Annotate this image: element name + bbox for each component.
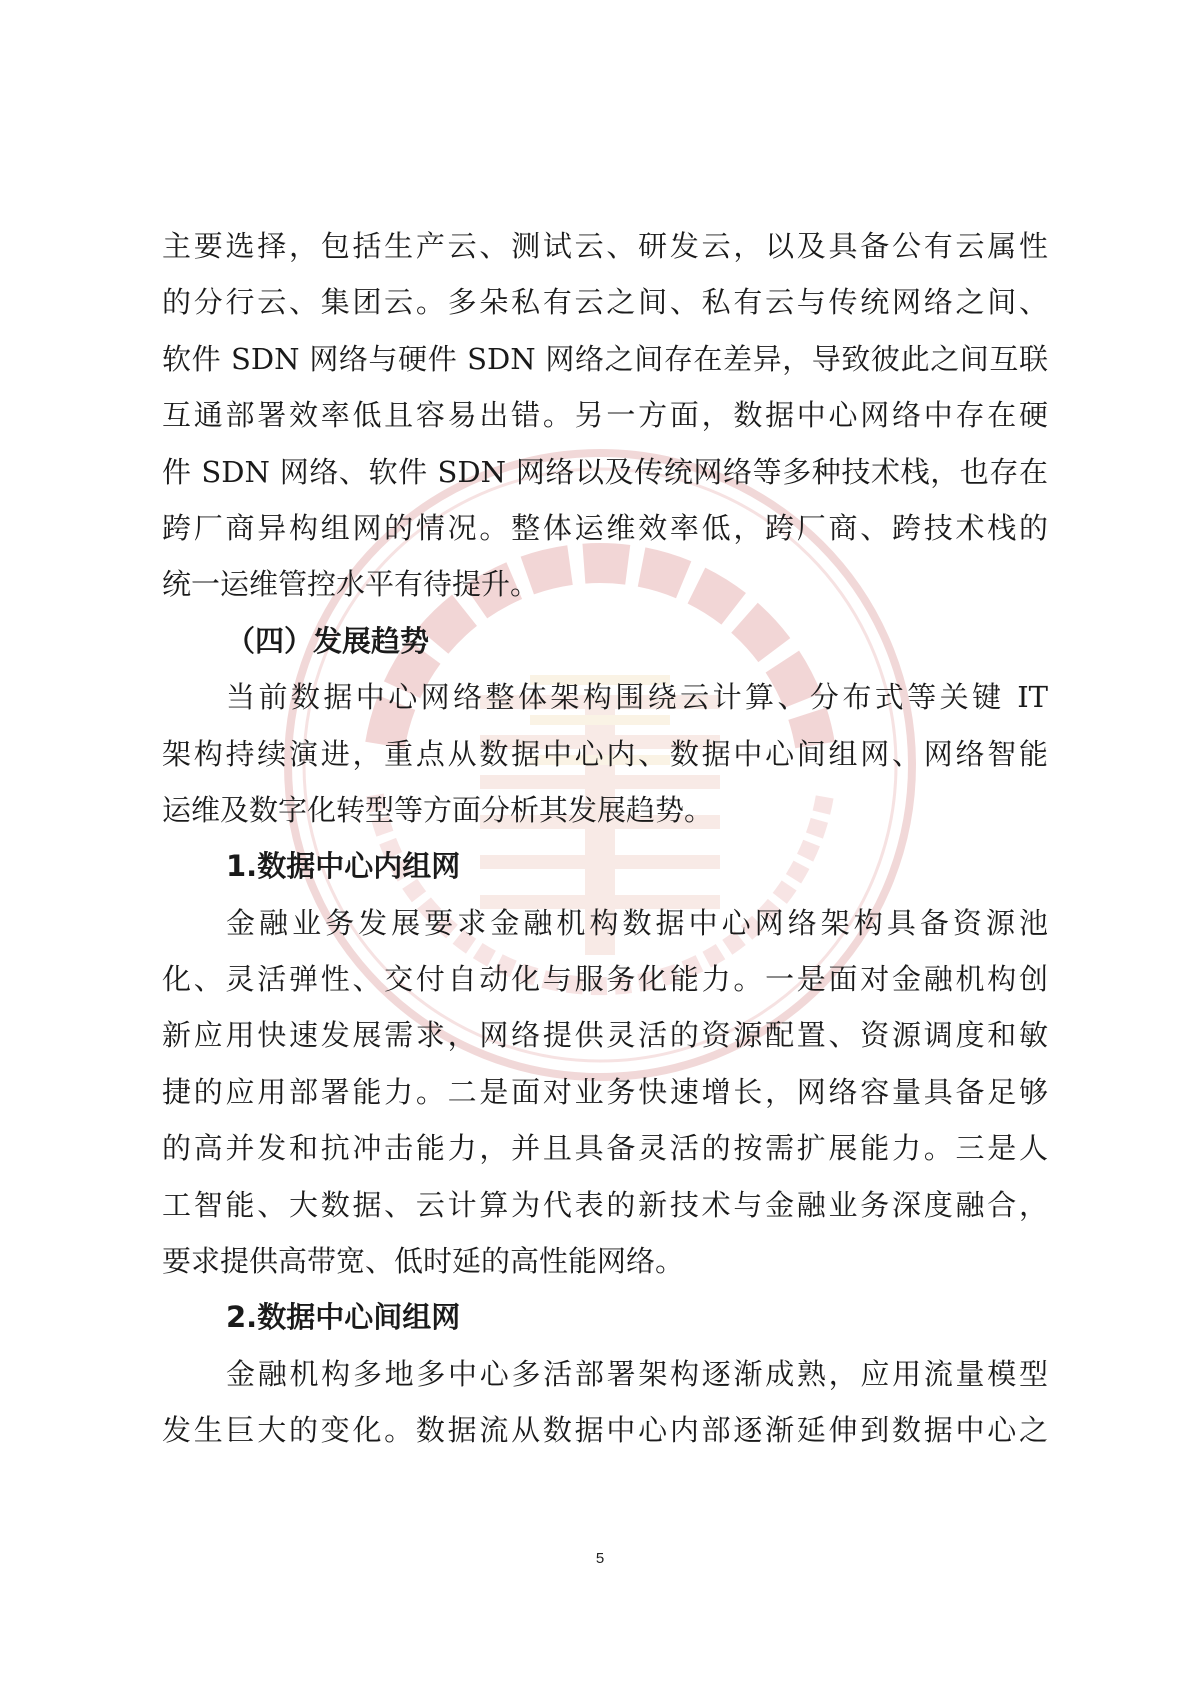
section-heading: （四）发展趋势 bbox=[226, 623, 430, 658]
text-line: 新应用快速发展需求，网络提供灵活的资源配置、资源调度和敏 bbox=[162, 1018, 1048, 1053]
text-line: 化、灵活弹性、交付自动化与服务化能力。一是面对金融机构创 bbox=[162, 962, 1048, 997]
text-line: 互通部署效率低且容易出错。另一方面，数据中心网络中存在硬 bbox=[162, 398, 1048, 433]
text-line: 金融机构多地多中心多活部署架构逐渐成熟，应用流量模型 bbox=[226, 1356, 1048, 1391]
text-line: 软件 SDN 网络与硬件 SDN 网络之间存在差异，导致彼此之间互联 bbox=[162, 341, 1048, 376]
text-line: 运维及数字化转型等方面分析其发展趋势。 bbox=[162, 792, 714, 827]
text-line: 的高并发和抗冲击能力，并且具备灵活的按需扩展能力。三是人 bbox=[162, 1131, 1048, 1166]
text-line: 金融业务发展要求金融机构数据中心网络架构具备资源池 bbox=[226, 905, 1048, 940]
text-line: 发生巨大的变化。数据流从数据中心内部逐渐延伸到数据中心之 bbox=[162, 1413, 1048, 1448]
text-line: 捷的应用部署能力。二是面对业务快速增长，网络容量具备足够 bbox=[162, 1074, 1048, 1109]
text-line: 件 SDN 网络、软件 SDN 网络以及传统网络等多种技术栈，也存在 bbox=[162, 454, 1048, 489]
text-line: 要求提供高带宽、低时延的高性能网络。 bbox=[162, 1244, 685, 1279]
section-heading: 2.数据中心间组网 bbox=[226, 1300, 461, 1335]
document-body bbox=[162, 218, 1048, 1459]
text-line: 架构持续演进，重点从数据中心内、数据中心间组网、网络智能 bbox=[162, 736, 1048, 771]
section-heading: 1.数据中心内组网 bbox=[226, 849, 461, 884]
text-line: 主要选择，包括生产云、测试云、研发云，以及具备公有云属性 bbox=[162, 229, 1048, 263]
page-number: 5 bbox=[595, 1550, 605, 1567]
text-line: 当前数据中心网络整体架构围绕云计算、分布式等关键 IT bbox=[226, 680, 1048, 715]
text-line: 跨厂商异构组网的情况。整体运维效率低，跨厂商、跨技术栈的 bbox=[162, 510, 1048, 545]
text-line: 工智能、大数据、云计算为代表的新技术与金融业务深度融合， bbox=[162, 1187, 1048, 1222]
text-line: 统一运维管控水平有待提升。 bbox=[162, 567, 540, 602]
text-line: 的分行云、集团云。多朵私有云之间、私有云与传统网络之间、 bbox=[162, 285, 1048, 320]
